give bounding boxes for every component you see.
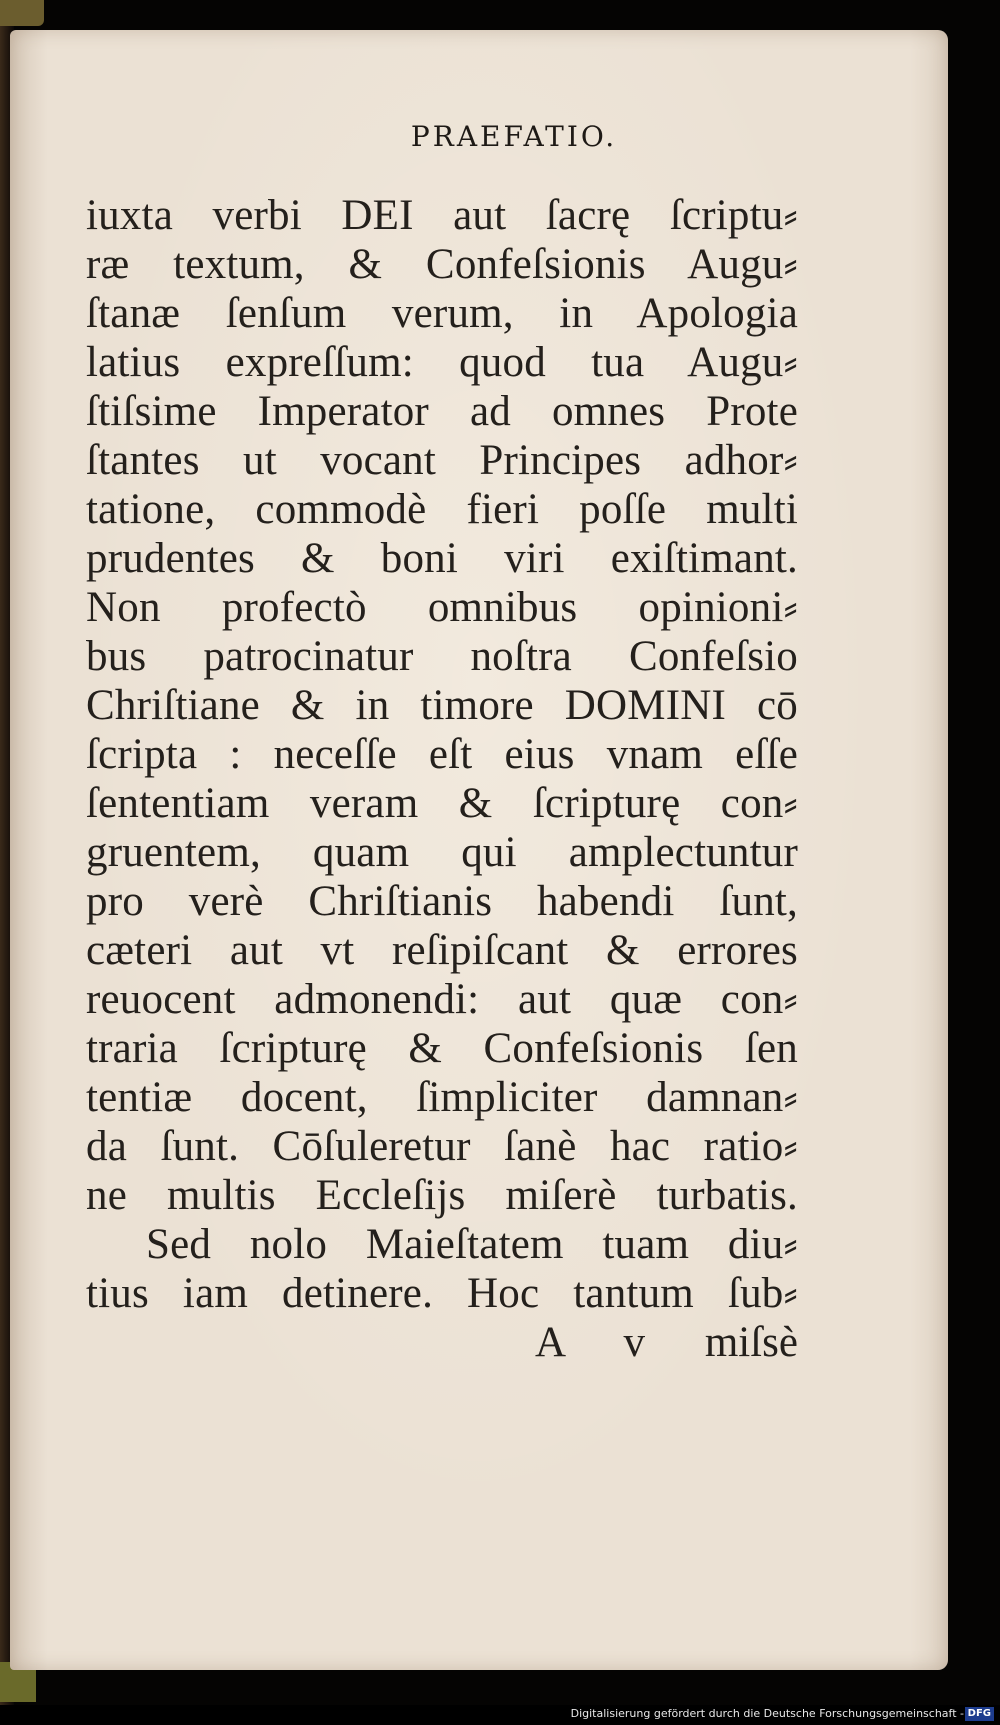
dfg-logo: DFG: [965, 1707, 994, 1721]
text-line: gruentem, quam qui amplectuntur: [86, 829, 798, 876]
text-line: da ſunt. Cōſuleretur ſanè hac ratio⸗: [86, 1123, 798, 1170]
text-line: ne multis Eccleſijs miſerè turbatis.: [86, 1172, 798, 1219]
text-line: latius expreſſum: quod tua Augu⸗: [86, 339, 798, 386]
cover-corner-top: [0, 0, 44, 26]
digitization-credit: Digitalisierung gefördert durch die Deutsche Forschungsgemeinschaft -: [570, 1707, 964, 1720]
text-line: ræ textum, & Confeſsionis Augu⸗: [86, 241, 798, 288]
book-page: [10, 30, 948, 1670]
text-line: Non profectò omnibus opinioni⸗: [86, 584, 798, 631]
signature-mark: A v: [535, 1319, 646, 1366]
text-line: pro verè Chriſtianis habendi ſunt,: [86, 878, 798, 925]
text-line: tius iam detinere. Hoc tantum ſub⸗: [86, 1270, 798, 1317]
text-line: cæteri aut vt reſipiſcant & errores: [86, 927, 798, 974]
text-line: prudentes & boni viri exiſtimant.: [86, 535, 798, 582]
text-line: tatione, commodè fieri poſſe multi: [86, 486, 798, 533]
catchword: miſsè: [704, 1319, 799, 1366]
text-line: traria ſcripturę & Confeſsionis ſen: [86, 1025, 798, 1072]
text-line: ſententiam veram & ſcripturę con⸗: [86, 780, 798, 827]
running-header-text: PRAEFATIO.: [410, 120, 618, 153]
text-line: ſtantes ut vocant Principes adhor⸗: [86, 437, 798, 484]
text-line: ſcripta : neceſſe eſt eius vnam eſſe: [86, 731, 798, 778]
text-line: Chriſtiane & in timore DOMINI cō: [86, 682, 798, 729]
text-line: iuxta verbi DEI aut ſacrę ſcriptu⸗: [86, 192, 798, 239]
running-header: [10, 120, 948, 153]
text-line: Sed nolo Maieſtatem tuam diu⸗: [146, 1221, 798, 1268]
text-line: reuocent admonendi: aut quæ con⸗: [86, 976, 798, 1023]
text-line: ſtanæ ſenſum verum, in Apologia: [86, 290, 798, 337]
signature-catchword-line: [535, 1317, 798, 1369]
text-line: tentiæ docent, ſimpliciter damnan⸗: [86, 1074, 798, 1121]
text-line: ſtiſsime Imperator ad omnes Prote: [86, 388, 798, 435]
text-line: bus patrocinatur noſtra Confeſsio: [86, 633, 798, 680]
